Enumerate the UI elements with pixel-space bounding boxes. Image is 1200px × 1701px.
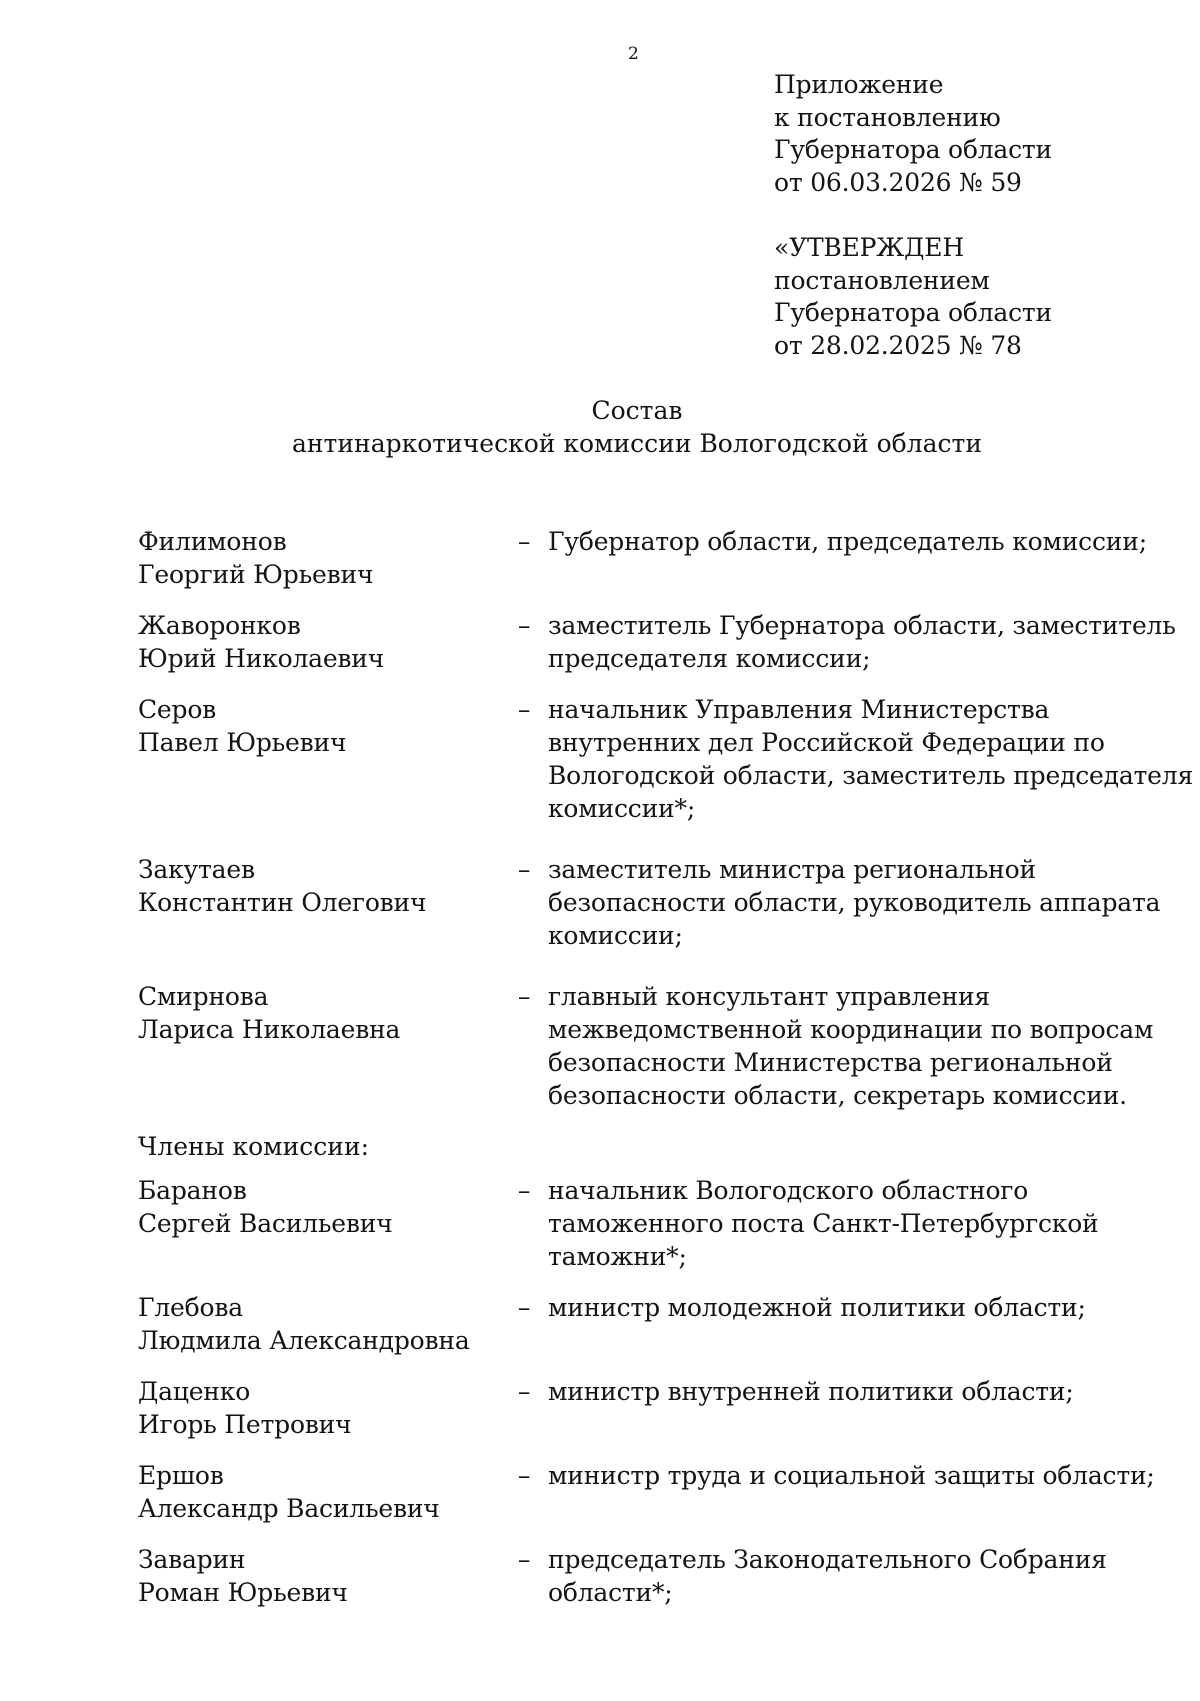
separator-dash: – <box>517 1545 531 1574</box>
position-line: безопасности Министерства региональной <box>548 1048 1113 1077</box>
position-line: внутренних дел Российской Федерации по <box>548 728 1105 757</box>
separator-dash: – <box>517 527 531 556</box>
approval-reference <box>774 232 1052 362</box>
person-name <box>138 1375 508 1441</box>
document-heading <box>0 395 1200 460</box>
person-given-names: Александр Васильевич <box>138 1494 440 1523</box>
person-surname: Жаворонков <box>138 611 301 640</box>
person-position <box>540 693 1194 825</box>
person-name <box>138 1543 508 1609</box>
position-line: области*; <box>548 1578 673 1607</box>
appendix-reference <box>774 69 1052 199</box>
roster-entry <box>138 1459 1155 1525</box>
appendix-line: Приложение <box>774 70 944 99</box>
position-line: министр труда и социальной защиты области; <box>548 1461 1155 1490</box>
position-line: председатель Законодательного Собрания <box>548 1545 1107 1574</box>
roster-entry <box>138 525 1148 591</box>
person-name <box>138 1174 508 1273</box>
person-position <box>540 1375 1148 1441</box>
roster-entry <box>138 1543 1148 1609</box>
roster-entry <box>138 1174 1148 1273</box>
position-line: председателя комиссии; <box>548 644 871 673</box>
person-surname: Филимонов <box>138 527 287 556</box>
position-line: комиссии; <box>548 921 683 950</box>
person-position <box>540 980 1154 1112</box>
person-given-names: Игорь Петрович <box>138 1410 352 1439</box>
person-position <box>540 1291 1148 1357</box>
position-line: министр молодежной политики области; <box>548 1293 1086 1322</box>
position-line: комиссии*; <box>548 794 696 823</box>
person-given-names: Лариса Николаевна <box>138 1015 401 1044</box>
members-section-label: Члены комиссии: <box>138 1132 370 1161</box>
person-surname: Серов <box>138 695 217 724</box>
person-position <box>540 1459 1155 1525</box>
commission-roster <box>138 525 1194 1609</box>
person-name <box>138 1291 508 1357</box>
person-position <box>540 525 1148 591</box>
appendix-line: к постановлению <box>774 102 1001 132</box>
roster-entry <box>138 609 1176 675</box>
position-line: таможни*; <box>548 1242 687 1271</box>
position-line: Вологодской области, заместитель председателя <box>548 761 1194 790</box>
separator-dash: – <box>517 855 531 884</box>
roster-entry <box>138 980 1154 1112</box>
position-line: Губернатор области, председатель комиссии; <box>548 527 1147 556</box>
appendix-line: Губернатора области <box>774 135 1052 164</box>
position-line: безопасности области, руководитель аппарата <box>548 888 1161 917</box>
person-given-names: Сергей Васильевич <box>138 1209 393 1238</box>
position-line: главный консультант управления <box>548 982 990 1011</box>
person-surname: Даценко <box>138 1377 251 1406</box>
separator-dash: – <box>517 1461 531 1490</box>
person-given-names: Георгий Юрьевич <box>138 560 374 589</box>
person-surname: Ершов <box>138 1461 224 1490</box>
separator-dash: – <box>517 611 531 640</box>
approval-line: Губернатора области <box>774 298 1052 327</box>
person-position <box>540 853 1161 952</box>
approval-line: постановлением <box>774 265 990 295</box>
position-line: заместитель министра региональной <box>548 855 1036 884</box>
person-given-names: Людмила Александровна <box>138 1326 470 1355</box>
person-surname: Баранов <box>138 1176 247 1205</box>
separator-dash: – <box>517 1293 531 1322</box>
person-surname: Закутаев <box>138 855 255 884</box>
position-line: безопасности области, секретарь комиссии. <box>548 1081 1127 1110</box>
person-name <box>138 693 508 825</box>
roster-entry <box>138 693 1194 825</box>
separator-dash: – <box>517 695 531 724</box>
person-name <box>138 609 508 675</box>
page-number: 2 <box>628 44 639 64</box>
person-name <box>138 1459 508 1525</box>
person-name <box>138 525 508 591</box>
person-given-names: Павел Юрьевич <box>138 728 347 757</box>
person-given-names: Константин Олегович <box>138 888 427 917</box>
separator-dash: – <box>517 982 531 1011</box>
position-line: заместитель Губернатора области, заместитель <box>548 611 1176 640</box>
heading-title: Состав <box>591 396 683 425</box>
person-name <box>138 853 508 952</box>
appendix-line: от 06.03.2026 № 59 <box>774 167 1022 197</box>
person-given-names: Роман Юрьевич <box>138 1578 348 1607</box>
position-line: начальник Управления Министерства <box>548 695 1050 724</box>
separator-dash: – <box>517 1377 531 1406</box>
person-name <box>138 980 508 1112</box>
heading-subtitle: антинаркотической комиссии Вологодской области <box>291 428 983 458</box>
person-position <box>540 1174 1148 1273</box>
separator-dash: – <box>517 1176 531 1205</box>
approval-line: «УТВЕРЖДЕН <box>774 233 964 262</box>
position-line: начальник Вологодского областного <box>548 1176 1029 1205</box>
roster-entry <box>138 853 1161 952</box>
person-surname: Заварин <box>138 1545 246 1574</box>
person-surname: Глебова <box>138 1293 243 1322</box>
roster-entry <box>138 1291 1148 1357</box>
person-given-names: Юрий Николаевич <box>138 644 385 673</box>
person-position <box>540 1543 1148 1609</box>
person-position <box>540 609 1176 675</box>
person-surname: Смирнова <box>138 982 269 1011</box>
position-line: таможенного поста Санкт-Петербургской <box>548 1209 1099 1238</box>
position-line: межведомственной координации по вопросам <box>548 1015 1154 1044</box>
approval-line: от 28.02.2025 № 78 <box>774 330 1022 360</box>
position-line: министр внутренней политики области; <box>548 1377 1074 1406</box>
roster-entry <box>138 1375 1148 1441</box>
